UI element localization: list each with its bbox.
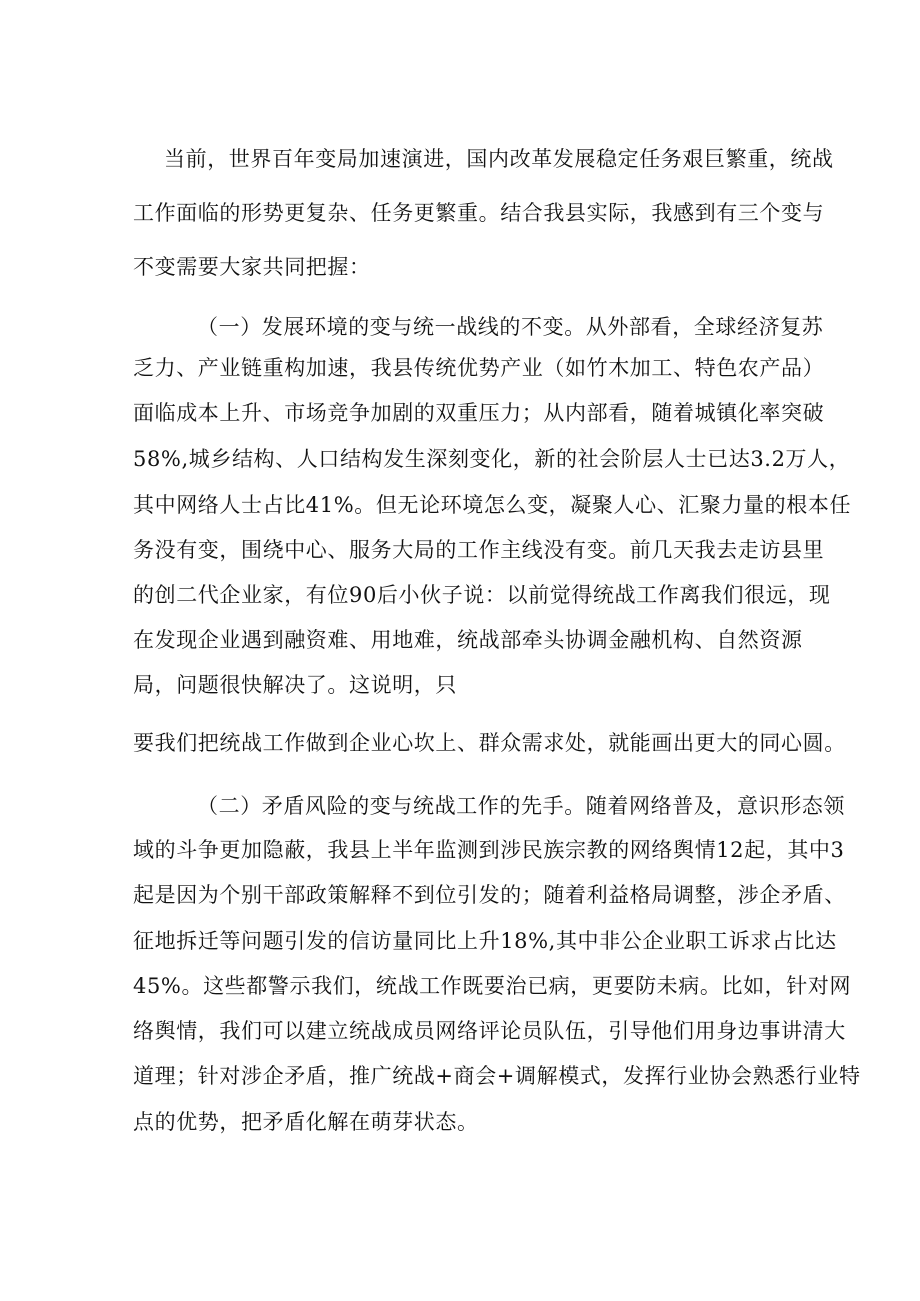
intro-line-3: 不变需要大家共同把握： — [133, 255, 371, 279]
point-2-line-2: 域的斗争更加隐蔽，我县上半年监测到涉民族宗教的网络舆情12起，其中3 — [133, 838, 845, 862]
point-2-line-3: 起是因为个别干部政策解释不到位引发的；随着利益格局调整，涉企矛盾、 — [133, 883, 846, 907]
point-1-line-8: 在发现企业遇到融资难、用地难，统战部牵头协调金融机构、自然资源 — [133, 628, 803, 652]
point-2-line-8: 点的优势，把矛盾化解在萌芽状态。 — [133, 1110, 479, 1134]
point-1-line-6: 务没有变，围绕中心、服务大局的工作主线没有变。前几天我去走访县里 — [133, 538, 825, 562]
point-2-line-6: 络舆情，我们可以建立统战成员网络评论员队伍，引导他们用身边事讲清大 — [133, 1019, 846, 1043]
point-2-line-5: 45%。这些都警示我们，统战工作既要治已病，更要防未病。比如，针对网 — [133, 974, 852, 998]
point-1-line-9: 局，问题很快解决了。这说明，只 — [133, 673, 457, 697]
point-2-line-7: 道理；针对涉企矛盾，推广统战+商会+调解模式，发挥行业协会熟悉行业特 — [133, 1064, 861, 1088]
point-1-line-10: 要我们把统战工作做到企业心坎上、群众需求处，就能画出更大的同心圆。 — [133, 731, 846, 755]
point-2-line-1: （二）矛盾风险的变与统战工作的先手。随着网络普及，意识形态领 — [197, 794, 845, 818]
point-1-line-7: 的创二代企业家，有位90后小伙子说：以前觉得统战工作离我们很远，现 — [133, 583, 831, 607]
point-1-line-2: 乏力、产业链重构加速，我县传统优势产业（如竹木加工、特色农产品） — [133, 356, 825, 380]
point-1-line-4: 58%,城乡结构、人口结构发生深刻变化，新的社会阶层人士已达3.2万人， — [133, 447, 851, 471]
intro-line-2: 工作面临的形势更复杂、任务更繁重。结合我县实际，我感到有三个变与 — [133, 201, 825, 225]
point-1-line-1: （一）发展环境的变与统一战线的不变。从外部看，全球经济复苏 — [197, 315, 824, 339]
point-1-line-3: 面临成本上升、市场竞争加剧的双重压力；从内部看，随着城镇化率突破 — [133, 401, 825, 425]
intro-line-1: 当前，世界百年变局加速演进，国内改革发展稳定任务艰巨繁重，统战 — [164, 147, 834, 171]
point-2-line-4: 征地拆迁等问题引发的信访量同比上升18%,其中非公企业职工诉求占比达 — [133, 929, 837, 953]
point-1-line-5: 其中网络人士占比41%。但无论环境怎么变，凝聚人心、汇聚力量的根本任 — [133, 493, 852, 517]
